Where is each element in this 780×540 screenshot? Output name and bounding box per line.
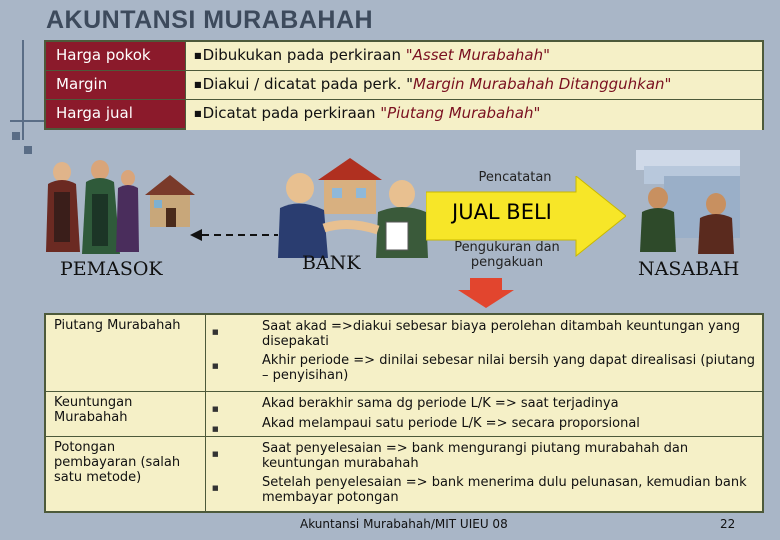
row-value	[206, 392, 762, 436]
list-item: ■ Akad berakhir sama dg periode L/K => saat terjadinya	[206, 396, 756, 412]
bullet-icon: ■	[194, 51, 202, 60]
row-label: Potongan pembayaran (salah satu metode)	[46, 437, 206, 511]
bullet-icon: ■	[212, 450, 219, 458]
decorative-line	[22, 40, 24, 140]
slide-title: AKUNTANSI MURABAHAH	[46, 6, 374, 34]
pencatatan-label: Pencatatan	[478, 170, 552, 185]
bullet-icon: ■	[194, 80, 202, 89]
down-arrow	[456, 278, 516, 310]
table-row	[46, 315, 762, 392]
bank-label: BANK	[302, 252, 361, 274]
row-label: Piutang Murabahah	[46, 315, 206, 391]
jual-beli-label: JUAL BELI	[452, 200, 552, 224]
slide-footer: Akuntansi Murabahah/MIT UIEU 08	[300, 517, 508, 531]
decorative-square	[24, 146, 32, 154]
pemasok-people-illustration	[40, 152, 140, 257]
recognition-table	[44, 313, 764, 513]
list-item: ■ Akhir periode => dinilai sebesar nilai bersih yang dapat direalisasi (piutang – penyisihan)	[212, 353, 756, 383]
bank-handshake-illustration	[278, 150, 428, 260]
row-value: ■Diakui / dicatat pada perk. "Margin Murabahah Ditangguhkan"	[186, 71, 762, 99]
table-row	[46, 392, 762, 437]
pengukuran-label: Pengukuran dan pengakuan	[454, 240, 560, 270]
nasabah-label: NASABAH	[638, 258, 740, 280]
account-row	[46, 71, 762, 100]
table-row	[46, 437, 762, 511]
bullet-icon: ■	[212, 425, 219, 433]
account-table	[44, 40, 764, 130]
dashed-arrow	[190, 228, 280, 242]
pemasok-label: PEMASOK	[60, 258, 163, 280]
row-value	[206, 437, 762, 511]
row-value	[206, 315, 762, 391]
bullet-icon: ■	[212, 362, 219, 370]
row-value: ■Dicatat pada perkiraan "Piutang Murabahah"	[186, 100, 762, 130]
list-item: ■ Setelah penyelesaian => bank menerima dulu pelunasan, kemudian bank membayar potongan	[212, 475, 747, 505]
row-value: ■Dibukukan pada perkiraan "Asset Murabahah"	[186, 42, 762, 70]
bullet-icon: ■	[212, 328, 219, 336]
decorative-square	[12, 132, 20, 140]
account-row	[46, 100, 762, 130]
list-item: ■ Akad melampaui satu periode L/K => secara proporsional	[206, 416, 756, 432]
list-item: ■ Saat penyelesaian => bank mengurangi piutang murabahah dan keuntungan murabahah	[212, 441, 689, 471]
pemasok-house-illustration	[140, 170, 200, 230]
list-item: ■ Saat akad =>diakui sebesar biaya perolehan ditambah keuntungan yang disepakati	[212, 319, 741, 349]
bullet-icon: ■	[194, 109, 202, 118]
row-label: Harga jual	[46, 100, 186, 130]
page-number: 22	[720, 517, 736, 531]
row-label: Keuntungan Murabahah	[46, 392, 206, 436]
bullet-icon: ■	[212, 484, 219, 492]
row-label: Harga pokok	[46, 42, 186, 70]
account-row	[46, 42, 762, 71]
row-label: Margin	[46, 71, 186, 99]
nasabah-workers-illustration	[628, 146, 748, 256]
bullet-icon: ■	[212, 405, 219, 413]
